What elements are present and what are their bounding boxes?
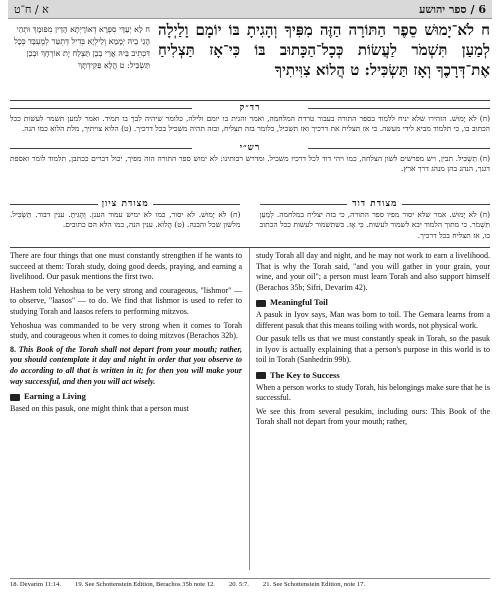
- radak-text: (ח) לֹא יָמוּשׁ. הזהירו שלא יניח ללמוד בספר התורה בעבור טרדת המלחמה, ואמר והגית בו יומם ולילה, כלומר שיהיה לבך בו תמיד. ואמר למען תשמר לעשות ככל הכתוב בו, כי תלמוד מביא לידי מעשה. כי אז תצליח את דרכיך ואז תשכיל, כלומר בזה תצליח, ובזה תהיה משכיל בכל דרכיך. (ט) הלוא צויתיך, מלת הלוא כמו הנה.: [10, 113, 490, 133]
- paragraph: Hashem told Yehoshua to be very strong and courageous, "lishmor" — to observe, "laasos" — to do. We find that lishmor is used to refer to studying Torah and laasos refers to performing mitzvos.: [10, 285, 242, 316]
- rashi-title: רש״י: [10, 143, 490, 154]
- english-right-column: [256, 251, 490, 573]
- metzudat-david-title: מצודת דוד: [260, 199, 490, 210]
- bullet-icon: [256, 372, 266, 379]
- footnotes: [10, 578, 490, 588]
- bullet-icon: [256, 300, 266, 307]
- page-header: [8, 0, 492, 19]
- metzudat-zion-text: (ח) לֹא יָמוּשׁ. לא יסור, כמו לא ימיש עמוד הענן. וְהָגִיתָ. ענין דבור. תַּשְׂכִּיל. מלשון שכל והבנה. (ט) הֲלוֹא. ענין הנה, כמו הלא הם כתובים.: [10, 209, 241, 229]
- metzudat-zion-title: מצודת ציון: [10, 199, 240, 210]
- section-heading: Meaningful Toil: [256, 297, 490, 308]
- column-separator: [249, 248, 250, 570]
- paragraph: study Torah all day and night, and he may not work to earn a livelihood. That is why the Torah said, "and you will gather in your grain, your wine, and your oil"; a person must learn Torah and also support himself (Berachos 35b; Sifri, Devarim 42).: [256, 251, 490, 292]
- paragraph: When a person works to study Torah, his belongings make sure that he is successful.: [256, 382, 490, 403]
- targum-text: ח לָא יְעַדֵּי סִפְרָא דְאוֹרָיְתָא הָדֵין מִפּוּמָךְ וּתְהֵי הָגֵי בֵיהּ יְמָמָא וְלֵילְיָא בְּדִיל דְּתִטַּר לְמֶעְבַּד כְּכָל דִּכְתִיב בֵּיהּ אֲרֵי בְכֵן תַּצְלַח יָת אוֹרְחָךְ וּבְכֵן תַּשְׂכֵּיל: ט הֲלָא פַּקֵּידְתָּךְ: [14, 25, 150, 70]
- verse-translation: [10, 345, 242, 387]
- metzudot-commentary: [10, 199, 490, 245]
- verse-english: This Book of the Torah shall not depart from your mouth; rather, you should contemplate it day and night in order that you observe to do according to all that is written in it; for then you will make your way successful, and then you will act wisely.: [10, 344, 242, 386]
- paragraph: We see this from several pesukim, including ours: This Book of the Torah shall not depart from your mouth; rather,: [256, 406, 490, 427]
- chapter-verse-range: א / ח־ט: [14, 2, 49, 16]
- divider: [10, 100, 490, 101]
- verse-hebrew: ח לֹא־יָמוּשׁ סֵפֶר הַתּוֹרָה הַזֶּה מִפִּיךָ וְהָגִיתָ בּוֹ יוֹמָם וָלַיְלָה לְמַעַן תִּשְׁמֹר לַעֲשׂוֹת כְּכָל־הַכָּתוּב בּוֹ כִּי־אָז תַּצְלִיחַ אֶת־דְּרָכֶךָ וְאָז תַּשְׂכִּיל: ט הֲלוֹא צִוִּיתִיךָ: [158, 21, 490, 79]
- footnote: 21. See Schottenstein Edition, note 17.: [262, 581, 366, 588]
- footnote: 18. Devarim 11:14.: [10, 581, 62, 588]
- paragraph: Our pasuk tells us that we must constantly speak in Torah, so the pasuk in Iyov is actually explaining that a person's purpose in this world is to toil in Torah (Sanhedrin 99b).: [256, 334, 490, 365]
- radak-title: רד״ק: [10, 103, 490, 114]
- verse-number: 8.: [10, 344, 16, 354]
- paragraph: Yehoshua was commanded to be very strong when it comes to Torah study, and courageous when it comes to doing mitzvos (Berachos 32b).: [10, 320, 242, 341]
- divider: [10, 247, 490, 248]
- section-heading: Earning a Living: [10, 391, 242, 402]
- page-label: 6 / ספר יהושע: [419, 2, 486, 16]
- footnote: 20. 5:7.: [228, 581, 249, 588]
- rashi-text: (ח) תַשְׂכִּיל. תבין, ויש מפרשים לשון הצלחה, כמו ויהי דוד לכל דרכיו משכיל. ומדרש רבותינו: לא ימוש ספר התורה הזה מפיך, יכול דברים ככתבן, תלמוד לומר ואספת דגנך, הנהג בהן מנהג דרך ארץ.: [10, 153, 490, 173]
- metzudat-david: [260, 199, 490, 241]
- paragraph: A pasuk in Iyov says, Man was born to toil. The Gemara learns from a different pasuk that this means toiling with words, not physical work.: [256, 309, 490, 330]
- section-heading: The Key to Success: [256, 370, 490, 381]
- paragraph: There are four things that one must constantly strengthen if he wants to succeed at them: Torah study, doing good deeds, praying, and earning a livelihood. Our pasuk mentions the first two.: [10, 251, 242, 282]
- footnote: 19. See Schottenstein Edition, Berachos 35b note 12.: [75, 581, 215, 588]
- paragraph: Based on this pasuk, one might think that a person must: [10, 403, 189, 413]
- rashi-commentary: [10, 143, 490, 197]
- radak-commentary: [10, 103, 490, 141]
- bullet-icon: [10, 394, 20, 401]
- metzudat-david-text: (ח) לֹא יָמוּשׁ. אמר שלא יסור מפיו ספר התורה, כי בזה יצליח במלחמה. לְמַעַן תִּשְׁמֹר. כי מתוך הלמוד יבא לשמור לעשות. כִּי אָז. כשתשמור לעשות ככל הכתוב בו, אז תצליח בכל דרכיך.: [259, 209, 490, 240]
- metzudat-zion: [10, 199, 240, 231]
- verse-block: [10, 20, 490, 98]
- english-left-column: [10, 251, 242, 573]
